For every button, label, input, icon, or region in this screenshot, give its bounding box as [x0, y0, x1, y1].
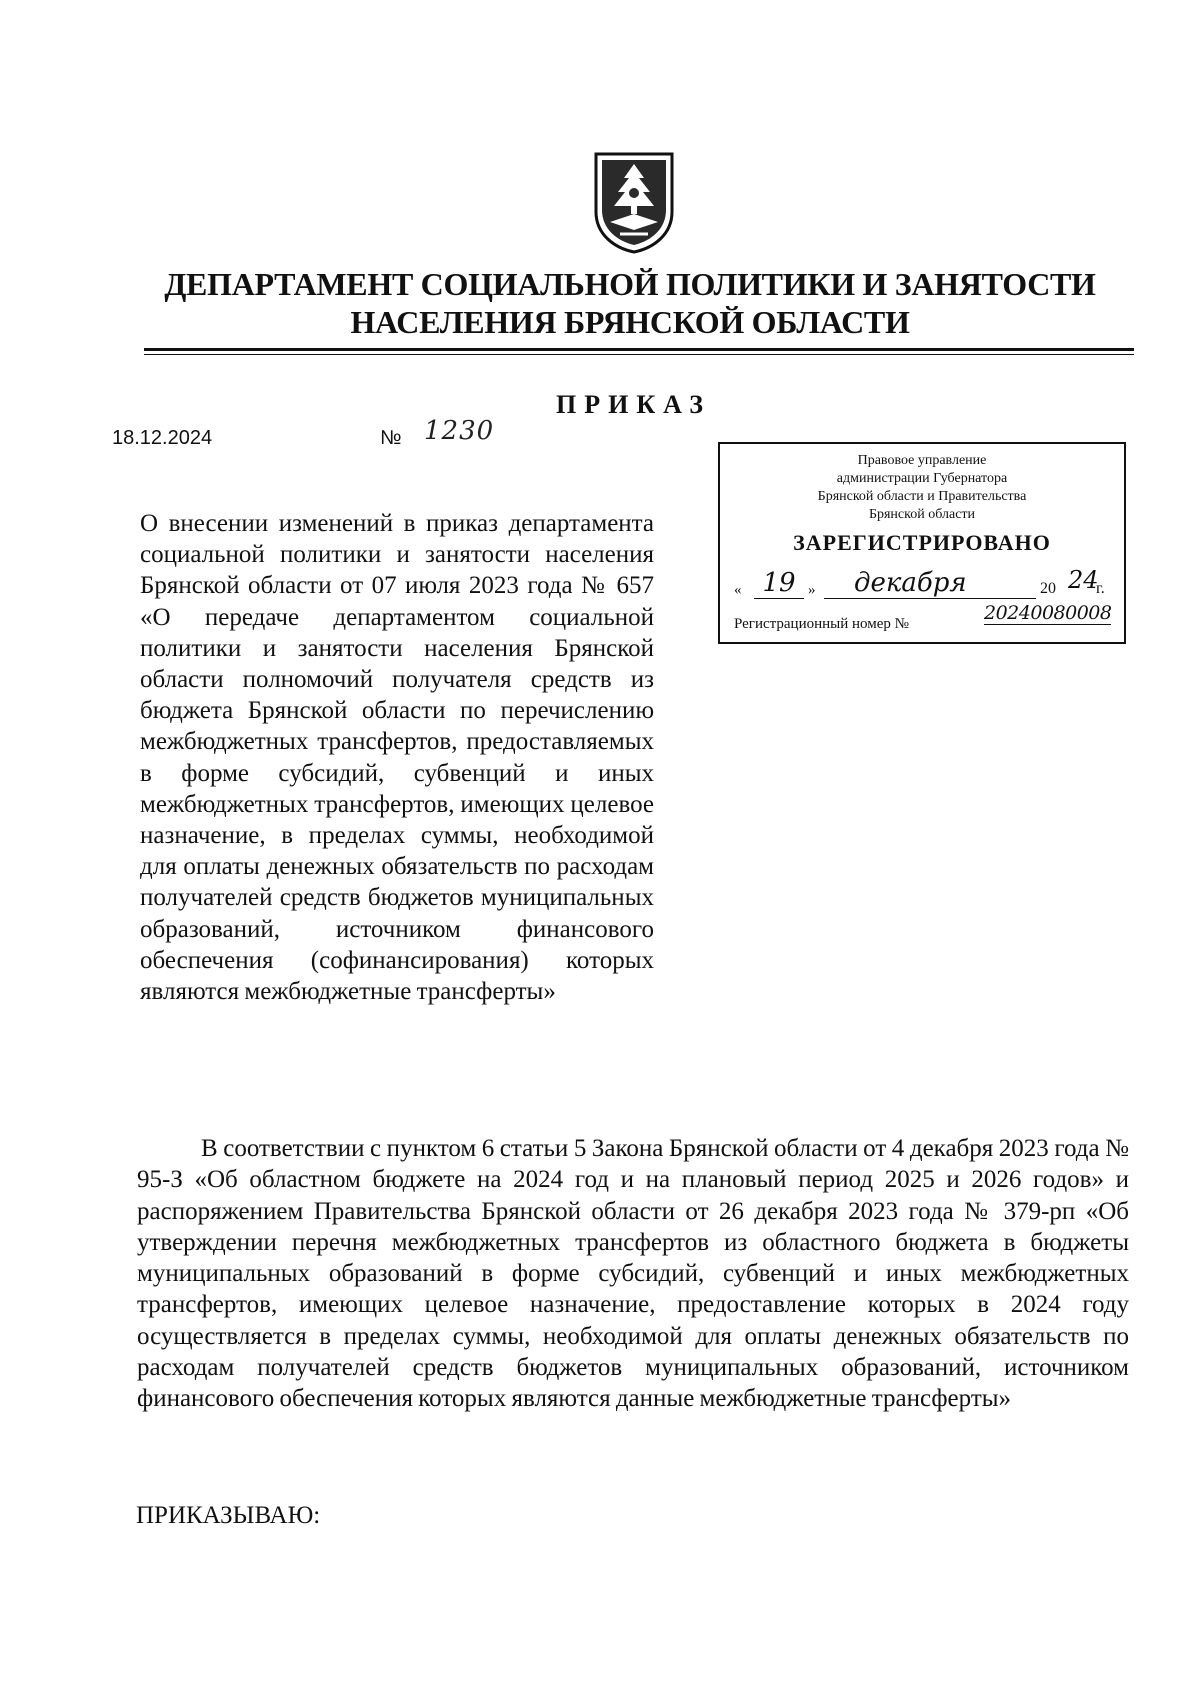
order-title: ПРИКАЗ [556, 390, 712, 419]
order-number-handwritten: 1230 [424, 416, 495, 446]
department-name-line2: НАСЕЛЕНИЯ БРЯНСКОЙ ОБЛАСТИ [350, 304, 910, 340]
stamp-day-handwritten: 19 [754, 568, 804, 599]
registration-stamp [718, 442, 1126, 644]
stamp-authority-line2: администрации Губернатора [836, 471, 1008, 486]
preamble-paragraph: В соответствии с пунктом 6 статьи 5 Закона Брянской области от 4 декабря 2023 года № 95-З «Об областном бюджете на 2024 год и на плановый период 2025 и 2026 годов» и распоряжением Правительства Брянской области от 26 декабря 2023 года № 379-рп «Об утверждении перечня межбюджетных трансфертов из областного бюджета в бюджеты муниципальных образований в форме субсидий, субвенций и иных межбюджетных трансфертов, имеющих целевое назначение, предоставление которых в 2024 году осуществляется в пределах суммы, необходимой для оплаты денежных обязательств по расходам получателей средств бюджетов муниципальных образований, источником финансового обеспечения которых являются данные межбюджетные трансферты» [137, 1135, 1129, 1413]
header-divider-thin [144, 354, 1134, 355]
stamp-authority-line1: Правовое управление [857, 453, 987, 468]
stamp-year-handwritten: 24 [1068, 566, 1099, 594]
stamp-authority-line3: Брянской области и Правительства [817, 489, 1027, 504]
order-date: 18.12.2024 [112, 427, 213, 449]
stamp-authority-line4: Брянской области [868, 507, 976, 522]
stamp-registration-number-handwritten: 20240080008 [984, 602, 1112, 624]
stamp-close-quote: » [808, 582, 816, 598]
stamp-year-unit: г. [1096, 580, 1105, 597]
stamp-registration-label: Регистрационный номер № [734, 616, 909, 632]
order-subject: О внесении изменений в приказ департамента социальной политики и занятости населения Брянской области от 07 июля 2023 года № 657 «О передаче департаментом социальной политики и занятости населения Брянской области полномочий получателя средств из бюджета Брянской области по перечислению межбюджетных трансфертов, предоставляемых в форме субсидий, субвенций и иных межбюджетных трансфертов, имеющих целевое назначение, в пределах суммы, необходимой для оплаты денежных обязательств по расходам получателей средств бюджетов муниципальных образований, источником финансового обеспечения (софинансирования) которых являются межбюджетные трансферты» [140, 510, 654, 1006]
department-name-line1: ДЕПАРТАМЕНТ СОЦИАЛЬНОЙ ПОЛИТИКИ И ЗАНЯТОСТИ [164, 266, 1096, 302]
order-number-label: № [380, 427, 402, 449]
stamp-date-row [734, 568, 1114, 602]
order-directive: ПРИКАЗЫВАЮ: [136, 1502, 321, 1529]
stamp-year-prefix: 20 [1040, 580, 1056, 597]
stamp-status: ЗАРЕГИСТРИРОВАНО [793, 530, 1051, 555]
coat-of-arms-icon [590, 150, 678, 254]
stamp-month-handwritten: декабря [824, 568, 1036, 599]
stamp-open-quote: « [734, 582, 742, 598]
header-divider-thick [144, 348, 1134, 351]
